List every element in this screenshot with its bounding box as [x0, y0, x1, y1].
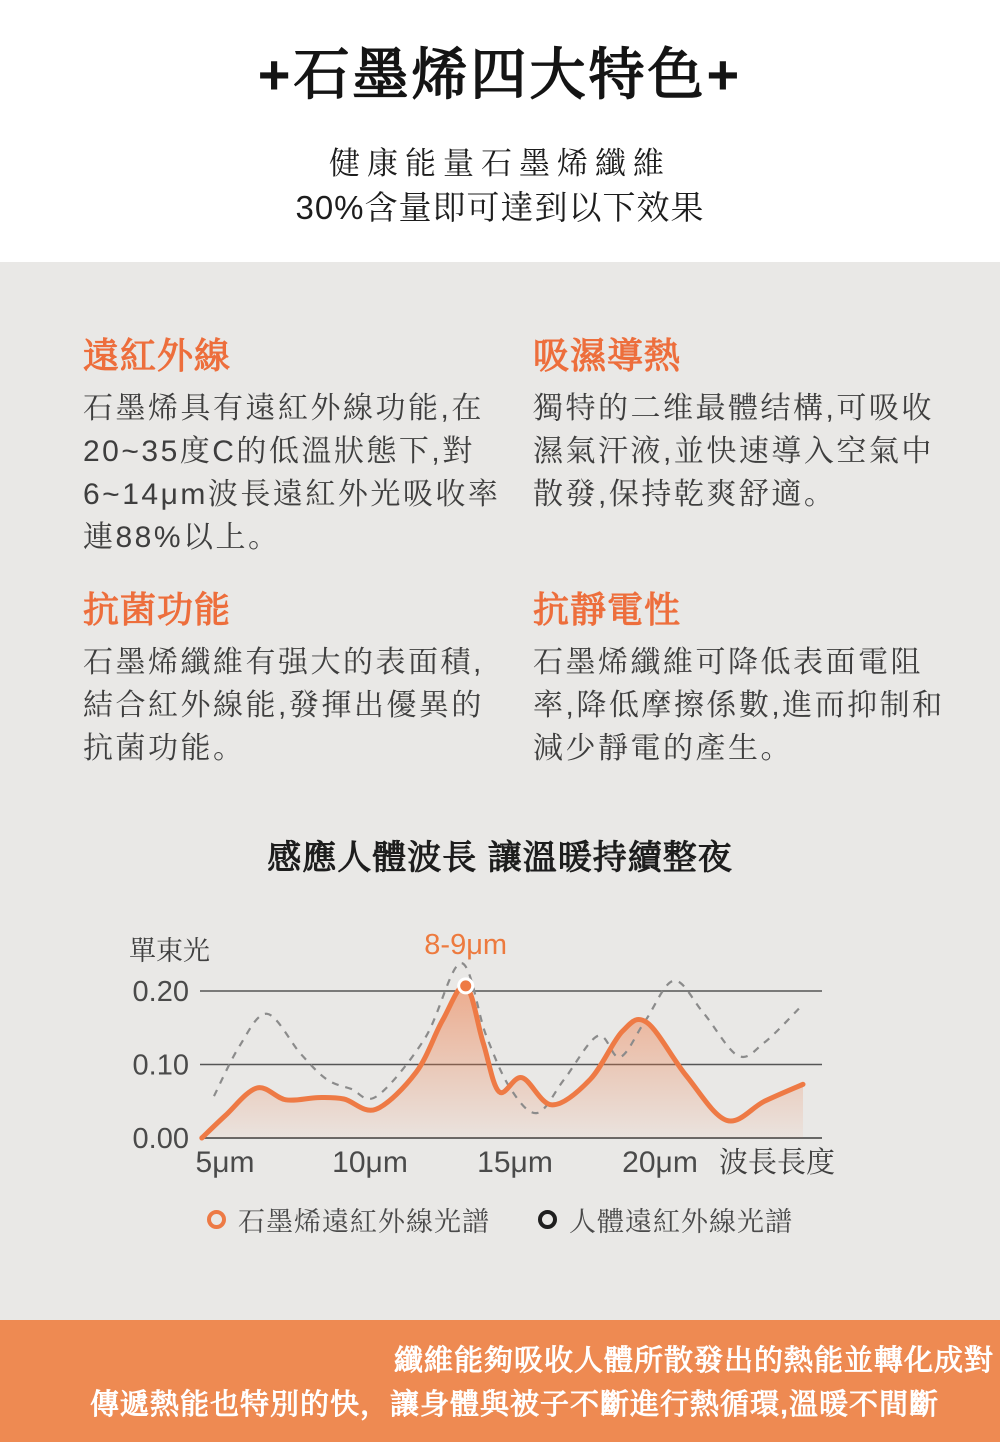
- feature-antibacterial: [83, 582, 515, 770]
- feature-title: 遠紅外線: [83, 335, 232, 376]
- banner-line2: 傳遞熱能也特別的快，讓身體與被子不斷進行熱循環,溫暖不間斷: [90, 1389, 940, 1421]
- svg-text:10μm: 10μm: [332, 1146, 408, 1179]
- feature-far-infrared: [83, 328, 515, 559]
- legend-item-human: [538, 1200, 793, 1239]
- graphene-series-marker-icon: [207, 1210, 226, 1229]
- svg-text:15μm: 15μm: [477, 1146, 553, 1179]
- feature-body: 石墨烯具有遠紅外線功能,在20~35度C的低溫狀態下,對6~14μm波長遠紅外光吸收率連88%以上。: [83, 392, 501, 554]
- chart-section-title: 感應人體波長 讓溫暖持續整夜: [267, 839, 733, 877]
- feature-antistatic: [533, 582, 965, 770]
- subtitle-line2: 30%含量即可達到以下效果: [295, 189, 705, 226]
- feature-body: 獨特的二维最體结構,可吸收濕氣汗液,並快速導入空氣中散發,保持乾爽舒適。: [533, 392, 934, 511]
- features-panel: [0, 262, 1000, 1320]
- svg-text:5μm: 5μm: [195, 1146, 255, 1179]
- svg-text:波長長度: 波長長度: [718, 1147, 836, 1179]
- legend-item-graphene: [207, 1200, 490, 1239]
- svg-text:20μm: 20μm: [622, 1146, 698, 1179]
- legend-label: 石墨烯遠紅外線光譜: [238, 1207, 490, 1237]
- header: [0, 0, 1000, 262]
- feature-moisture-heat: [533, 328, 965, 516]
- chart-series: [202, 963, 803, 1138]
- feature-body: 石墨烯纖維有强大的表面積,結合紅外線能,發揮出優異的抗菌功能。: [83, 646, 484, 765]
- svg-text:0.10: 0.10: [132, 1049, 189, 1082]
- spectrum-chart: [115, 918, 890, 1184]
- svg-text:8-9μm: 8-9μm: [424, 929, 508, 961]
- footer-banner: [0, 1320, 1000, 1442]
- feature-body: 石墨烯纖維可降低表面電阻率,降低摩擦係數,進而抑制和減少靜電的產生。: [533, 646, 945, 765]
- svg-text:0.20: 0.20: [132, 976, 189, 1008]
- feature-title: 抗菌功能: [83, 589, 232, 630]
- chart-legend: [0, 1200, 1000, 1239]
- feature-title: 吸濕導熱: [533, 335, 682, 376]
- svg-text:單束光: 單束光: [129, 936, 210, 966]
- legend-label: 人體遠紅外線光譜: [569, 1207, 793, 1237]
- svg-text:0.00: 0.00: [132, 1123, 189, 1155]
- feature-title: 抗靜電性: [533, 589, 682, 630]
- human-series-marker-icon: [538, 1210, 557, 1229]
- page-title: +石墨烯四大特色+: [257, 43, 743, 106]
- banner-line1: 纖維能夠吸收人體所散發出的熱能並轉化成對: [393, 1345, 994, 1377]
- subtitle-line1: 健康能量石墨烯纖維: [329, 146, 671, 181]
